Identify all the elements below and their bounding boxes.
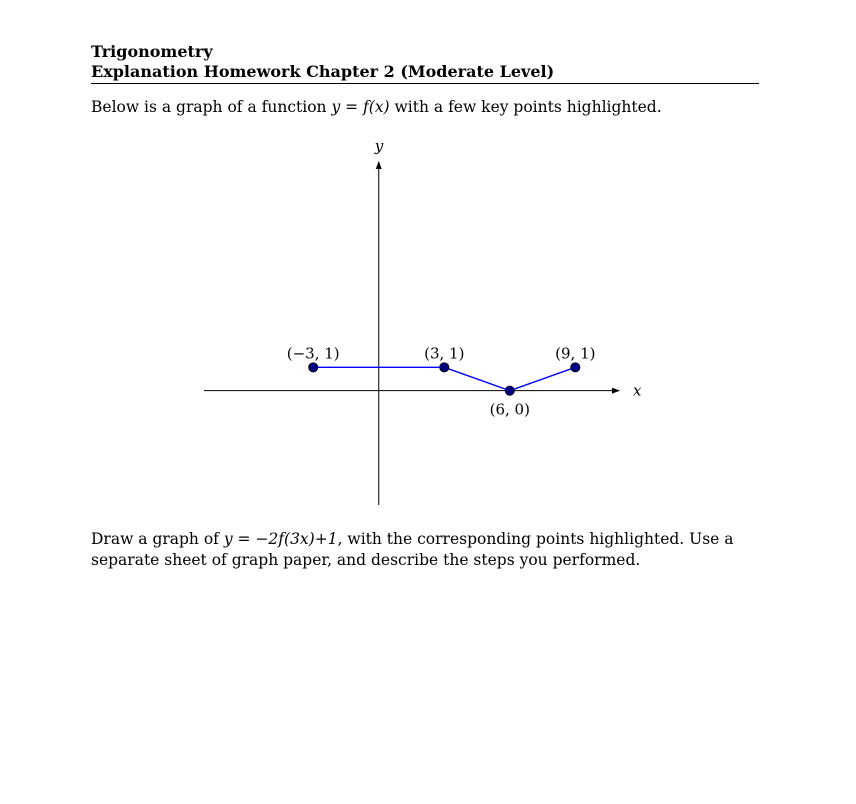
intro-math: y = f(x) [331, 98, 390, 116]
key-point [440, 363, 449, 372]
y-axis-label: y [374, 137, 384, 155]
intro-text-before: Below is a graph of a function [91, 98, 332, 116]
key-point [571, 363, 580, 372]
intro-paragraph [91, 97, 761, 118]
x-axis-label: x [633, 381, 642, 400]
task-text-before: Draw a graph of [91, 530, 224, 548]
assignment-title: Explanation Homework Chapter 2 (Moderate Level) [91, 62, 555, 81]
key-point [505, 386, 514, 395]
point-label: (9, 1) [555, 344, 596, 363]
task-math: y = −2f(3x)+1 [223, 530, 338, 548]
graph-segment [444, 367, 510, 390]
graph-segment [510, 367, 576, 390]
point-label: (−3, 1) [286, 344, 340, 363]
point-label: (3, 1) [424, 344, 465, 363]
course-title: Trigonometry [91, 42, 213, 61]
task-text-after: , with the corresponding points highlighted. Use a separate sheet of graph paper, and describe the steps you performed. [91, 530, 734, 569]
page-header [91, 42, 759, 84]
key-point [309, 363, 318, 372]
intro-text-after: with a few key points highlighted. [389, 98, 662, 116]
task-paragraph [91, 529, 761, 571]
point-label: (6, 0) [489, 400, 530, 419]
